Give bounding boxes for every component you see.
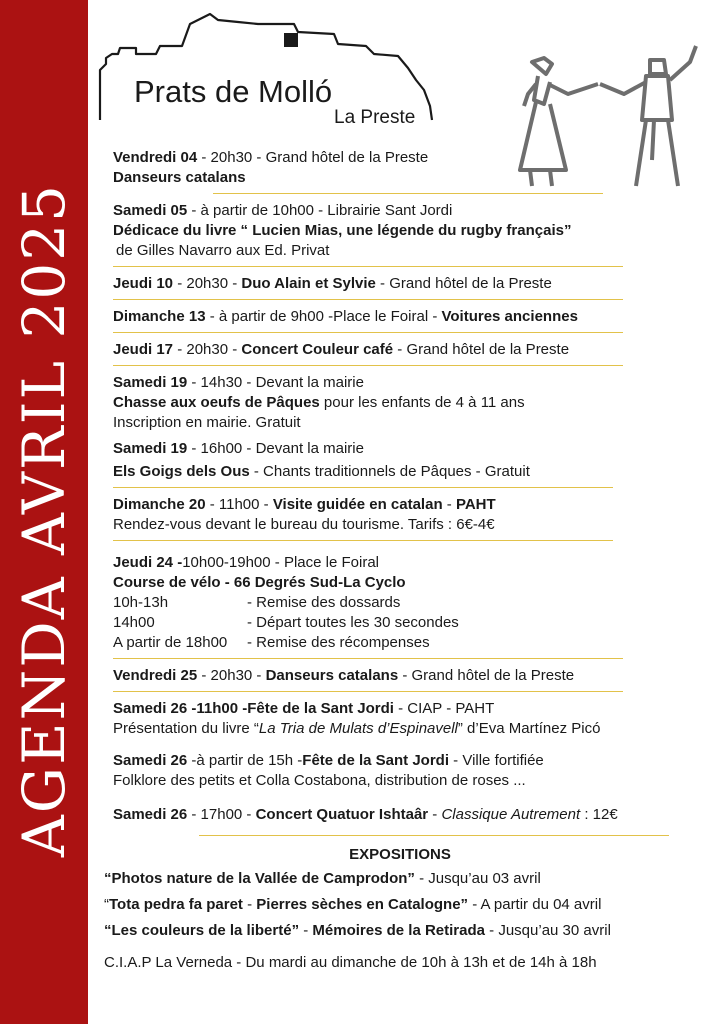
event-location: - Grand hôtel de la Preste <box>375 275 552 292</box>
event-time: -à partir de 15h - <box>187 752 303 769</box>
event-jeudi-17 <box>113 340 673 360</box>
separator <box>199 835 669 836</box>
event-day: Samedi 26 <box>113 752 188 769</box>
event-time: - 20h30 - <box>173 275 242 292</box>
event-day: Dimanche 20 <box>113 496 206 513</box>
expo-title: “Les couleurs de la liberté” <box>104 922 300 939</box>
event-title: Concert Couleur café <box>241 341 394 358</box>
separator <box>213 193 603 194</box>
event-jeudi-10 <box>113 274 673 294</box>
separator <box>113 365 623 366</box>
schedule-time: 14h00 <box>113 614 155 631</box>
event-day: Jeudi 10 <box>113 275 174 292</box>
logo-title: Prats de Molló <box>134 74 333 109</box>
event-details: - à partir de 9h00 -Place le Foiral - <box>205 308 442 325</box>
event-day: Samedi 19 <box>113 440 188 457</box>
event-organizer: - CIAP - PAHT <box>393 700 495 717</box>
event-day: Jeudi 17 <box>113 341 174 358</box>
separator <box>113 487 613 488</box>
event-title: Chasse aux oeufs de Pâques <box>113 394 320 411</box>
event-desc-pre: Présentation du livre “ <box>113 720 259 737</box>
event-day: Vendredi 25 <box>113 667 198 684</box>
event-schedule <box>113 593 673 653</box>
schedule-label: - Remise des dossards <box>247 594 401 611</box>
event-samedi-19-chasse <box>113 373 673 433</box>
event-dimanche-13 <box>113 307 673 327</box>
event-details: - 14h30 - Devant la mairie <box>187 374 364 391</box>
ciap-hours: C.I.A.P La Verneda - Du mardi au dimanche de 10h à 13h et de 14h à 18h <box>104 954 597 971</box>
event-details: - 16h00 - Devant la mairie <box>187 440 364 457</box>
event-sep: - <box>442 496 456 513</box>
event-book-title: La Tria de Mulats d’Espinavell <box>258 720 458 737</box>
schedule-label: - Départ toutes les 30 secondes <box>247 614 459 631</box>
event-description: de Gilles Navarro aux Ed. Privat <box>116 242 330 259</box>
expo-item <box>104 918 704 944</box>
event-day: Dimanche 13 <box>113 308 206 325</box>
event-day: Samedi 05 <box>113 202 188 219</box>
expo-subtitle: Pierres sèches en Catalogne” <box>256 896 469 913</box>
event-location: - Ville fortifiée <box>449 752 544 769</box>
event-desc-post: ” d’Eva Martínez Picó <box>457 720 601 737</box>
event-series: Classique Autrement <box>441 806 581 823</box>
separator <box>113 540 613 541</box>
expo-subtitle: Mémoires de la Retirada <box>312 922 485 939</box>
event-time: -11h00 - <box>187 700 248 717</box>
event-sep: - <box>428 806 442 823</box>
event-time: - 17h00 - <box>187 806 256 823</box>
event-description: Rendez-vous devant le bureau du tourisme. Tarifs : 6€-4€ <box>113 516 495 533</box>
expo-dates: - A partir du 04 avril <box>468 896 602 913</box>
separator <box>113 299 623 300</box>
event-vendredi-04 <box>113 148 673 188</box>
event-price: : 12€ <box>580 806 618 823</box>
separator <box>113 691 623 692</box>
event-location: - Grand hôtel de la Preste <box>393 341 570 358</box>
schedule-time: A partir de 18h00 <box>113 634 228 651</box>
event-day: Vendredi 04 <box>113 149 198 166</box>
logo-subtitle: La Preste <box>334 107 416 128</box>
event-details: 10h00-19h00 - Place le Foiral <box>182 554 379 571</box>
event-day: Samedi 26 <box>113 806 188 823</box>
expo-item <box>104 892 704 918</box>
sidebar-band <box>0 0 88 1024</box>
schedule-label: - Remise des récompenses <box>247 634 430 651</box>
event-time: - 20h30 - <box>173 341 242 358</box>
event-description: Inscription en mairie. Gratuit <box>113 414 301 431</box>
event-description: - Chants traditionnels de Pâques - Gratuit <box>249 463 530 480</box>
separator <box>113 658 623 659</box>
event-organizer: PAHT <box>455 496 496 513</box>
event-title: Duo Alain et Sylvie <box>241 275 376 292</box>
event-time: - 11h00 - <box>205 496 273 513</box>
event-title: Visite guidée en catalan <box>272 496 443 513</box>
event-title: Voitures anciennes <box>441 308 578 325</box>
event-title: Els Goigs dels Ous <box>113 463 250 480</box>
expo-title: Tota pedra fa paret <box>109 896 243 913</box>
event-samedi-26-soir <box>113 805 673 825</box>
event-location: - Grand hôtel de la Preste <box>398 667 575 684</box>
expo-quote: “ <box>104 896 109 913</box>
expo-sep: - <box>299 922 313 939</box>
event-title: Dédicace du livre “ Lucien Mias, une légende du rugby français” <box>113 222 572 239</box>
schedule-time: 10h-13h <box>113 594 169 611</box>
event-title: Fête de la Sant Jordi <box>247 700 394 717</box>
event-day: Samedi 19 <box>113 374 188 391</box>
expo-title: “Photos nature de la Vallée de Camprodon” <box>104 870 415 887</box>
event-title: Concert Quatuor Ishtaâr <box>255 806 429 823</box>
event-day: Jeudi 24 - <box>113 554 183 571</box>
agenda-vertical-title: AGENDA AVRIL 2025 <box>10 182 78 858</box>
event-jeudi-24 <box>113 553 673 653</box>
event-details: - 20h30 - Grand hôtel de la Preste <box>197 149 429 166</box>
event-day: Samedi 26 <box>113 700 188 717</box>
event-title: Danseurs catalans <box>113 169 246 186</box>
event-details: - à partir de 10h00 - Librairie Sant Jordi <box>187 202 453 219</box>
expo-sep: - <box>242 896 257 913</box>
event-time: - 20h30 - <box>197 667 266 684</box>
expositions-section <box>104 844 704 976</box>
event-title: Fête de la Sant Jordi <box>302 752 449 769</box>
event-list <box>113 148 673 843</box>
event-samedi-05 <box>113 201 673 261</box>
event-vendredi-25 <box>113 666 673 686</box>
event-samedi-26-matin <box>113 699 673 739</box>
expo-dates: - Jusqu’au 30 avril <box>485 922 611 939</box>
separator <box>113 332 623 333</box>
event-title: Course de vélo - 66 Degrés Sud-La Cyclo <box>113 574 406 591</box>
event-samedi-19-goigs <box>113 439 673 482</box>
event-samedi-26-apresmidi <box>113 751 673 791</box>
expo-item <box>104 866 704 892</box>
event-description: Folklore des petits et Colla Costabona, distribution de roses ... <box>113 772 526 789</box>
expo-dates: - Jusqu’au 03 avril <box>414 870 541 887</box>
expositions-heading: EXPOSITIONS <box>349 846 451 863</box>
event-audience: pour les enfants de 4 à 11 ans <box>319 394 525 411</box>
event-title: Danseurs catalans <box>265 667 399 684</box>
separator <box>113 266 623 267</box>
event-dimanche-20 <box>113 495 673 535</box>
